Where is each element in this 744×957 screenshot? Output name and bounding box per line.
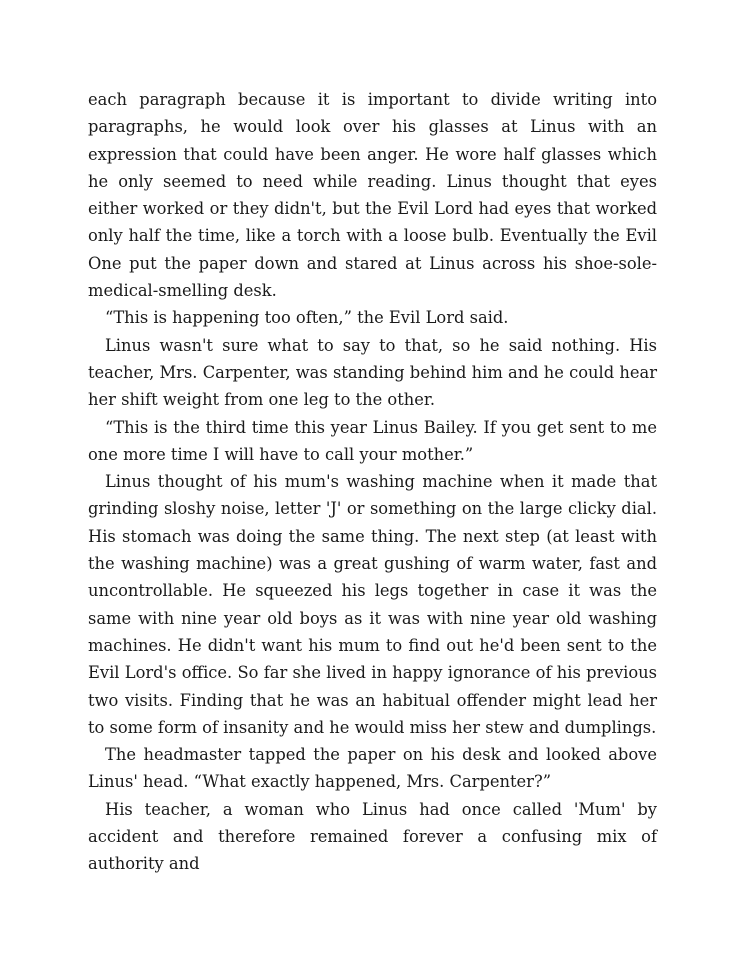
paragraph-6: The headmaster tapped the paper on his desk and looked above Linus' head. “What exactly happened, Mrs. Carpenter?” <box>88 745 657 792</box>
paragraph-2: “This is happening too often,” the Evil Lord said. <box>105 308 509 328</box>
paragraph-3: Linus wasn't sure what to say to that, so he said nothing. His teacher, Mrs. Carpenter, was standing behind him and he could hear her shift weight from one leg to the other. <box>88 335 657 410</box>
paragraph-1: each paragraph because it is important to divide writing into paragraphs, he would look over his glasses at Linus with an expression that could have been anger. He wore half glasses which he only seemed to need while reading. Linus thought that eyes either worked or they didn't, but the Evil Lord had eyes that worked only half the time, like a torch with a loose bulb. Eventually the Evil One put the paper down and stared at Linus across his shoe-sole-medical-smelling desk. <box>88 90 657 301</box>
paragraph-5: Linus thought of his mum's washing machine when it made that grinding sloshy noise, letter 'J' or something on the large clicky dial. His stomach was doing the same thing. The next step (at least with the washing machine) was a great gushing of warm water, fast and uncontrollable. He squeezed his legs together in case it was the same with nine year old boys as it was with nine year old washing machines. He didn't want his mum to find out he'd been sent to the Evil Lord's office. So far she lived in happy ignorance of his previous two visits. Finding that he was an habitual offender might lead her to some form of insanity and he would miss her stew and dumplings. <box>88 472 657 737</box>
paragraph-7: His teacher, a woman who Linus had once called 'Mum' by accident and therefore remained forever a confusing mix of authority and <box>88 799 657 874</box>
paragraph-4: “This is the third time this year Linus Bailey. If you get sent to me one more time I will have to call your mother.” <box>88 417 657 464</box>
document-page <box>88 86 657 878</box>
